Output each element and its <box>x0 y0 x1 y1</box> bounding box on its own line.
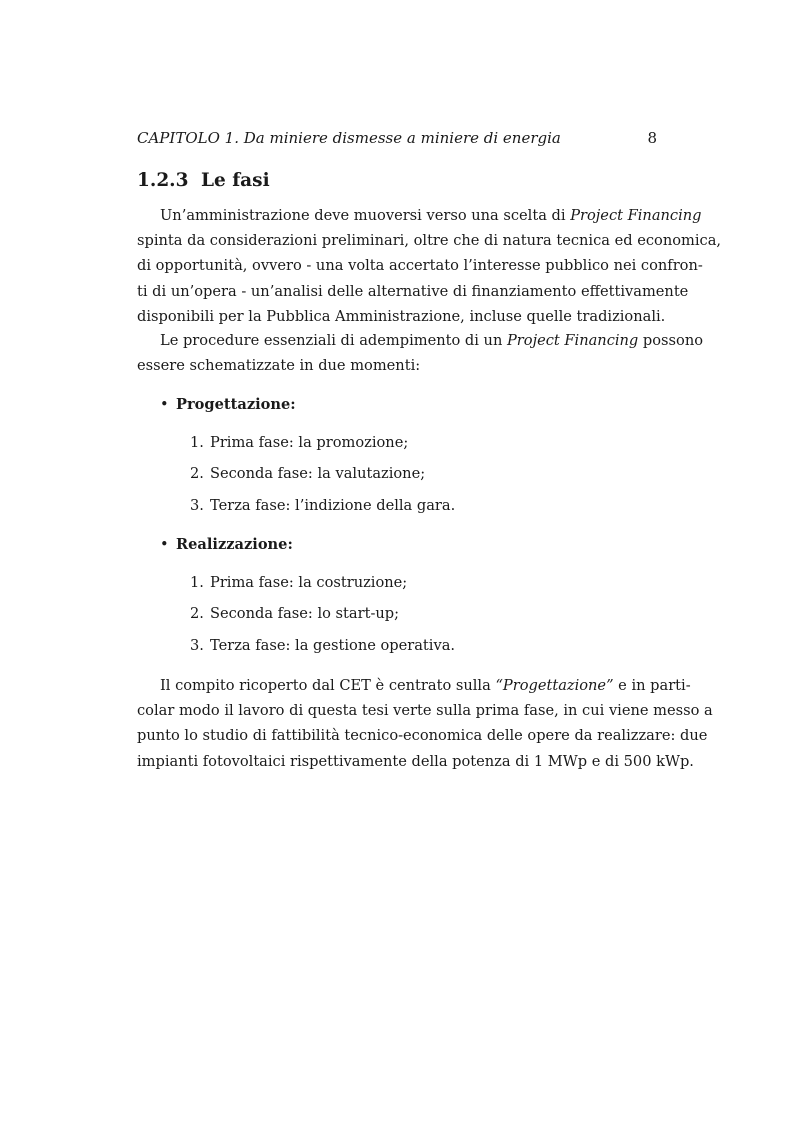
list-item <box>190 604 399 624</box>
text-run: e in parti- <box>613 677 691 694</box>
text-run: Le procedure essenziali di adempimento di un <box>160 332 507 349</box>
text-run: Un’amministrazione deve muoversi verso una scelta di <box>160 207 571 224</box>
paragraph-intro <box>137 203 722 329</box>
list-number: 1. <box>190 574 204 591</box>
bullet-item-progettazione <box>160 395 296 415</box>
paragraph-line <box>137 328 703 353</box>
list-item <box>190 464 425 484</box>
bullet-icon: • <box>160 396 169 413</box>
paragraph-line: ti di un’opera - un’analisi delle alternative di finanziamento effettivamente <box>137 282 689 300</box>
list-item <box>190 496 455 516</box>
list-text: Seconda fase: la valutazione; <box>210 465 426 482</box>
paragraph-line: punto lo studio di fattibilità tecnico-economica delle opere da realizzare: due <box>137 727 708 745</box>
paragraph-line: spinta da considerazioni preliminari, oltre che di natura tecnica ed economica, <box>137 232 722 250</box>
page-number: 8 <box>647 129 657 147</box>
running-header <box>137 128 657 148</box>
list-text: Seconda fase: lo start-up; <box>210 605 400 622</box>
section-title: Le fasi <box>201 170 270 191</box>
section-heading <box>137 169 270 193</box>
running-title: CAPITOLO 1. Da miniere dismesse a miniere di energia <box>137 129 561 147</box>
paragraph-line: di opportunità, ovvero - una volta accertato l’interesse pubblico nei confron- <box>137 257 703 275</box>
text-run: possono <box>638 332 703 349</box>
list-number: 3. <box>190 497 204 514</box>
list-text: Prima fase: la costruzione; <box>210 574 408 591</box>
bullet-title: Realizzazione: <box>176 536 293 553</box>
bullet-item-realizzazione <box>160 535 293 555</box>
list-number: 1. <box>190 434 204 451</box>
list-text: Terza fase: la gestione operativa. <box>210 637 456 654</box>
paragraph-line: colar modo il lavoro di questa tesi verte sulla prima fase, in cui viene messo a <box>137 702 713 720</box>
paragraph-cet <box>137 673 713 774</box>
paragraph-line: impianti fotovoltaici rispettivamente della potenza di 1 MWp e di 500 kWp. <box>137 752 694 770</box>
paragraph-line <box>137 673 691 698</box>
section-number: 1.2.3 <box>137 170 189 191</box>
paragraph-line: essere schematizzate in due momenti: <box>137 357 421 375</box>
list-text: Prima fase: la promozione; <box>210 434 409 451</box>
paragraph-line: disponibili per la Pubblica Amministrazione, incluse quelle tradizionali. <box>137 307 666 325</box>
list-number: 2. <box>190 465 204 482</box>
text-run: Il compito ricoperto dal CET è centrato sulla <box>160 677 496 694</box>
list-item <box>190 636 455 656</box>
emphasis-text: Project Financing <box>506 332 639 349</box>
emphasis-text: “Progettazione” <box>495 677 614 694</box>
paragraph-procedures <box>137 328 703 378</box>
list-number: 2. <box>190 605 204 622</box>
paragraph-line <box>137 203 702 228</box>
list-text: Terza fase: l’indizione della gara. <box>210 497 456 514</box>
list-number: 3. <box>190 637 204 654</box>
bullet-icon: • <box>160 536 169 553</box>
bullet-title: Progettazione: <box>176 396 296 413</box>
list-item <box>190 573 407 593</box>
emphasis-text: Project Financing <box>570 207 702 224</box>
list-item <box>190 433 408 453</box>
